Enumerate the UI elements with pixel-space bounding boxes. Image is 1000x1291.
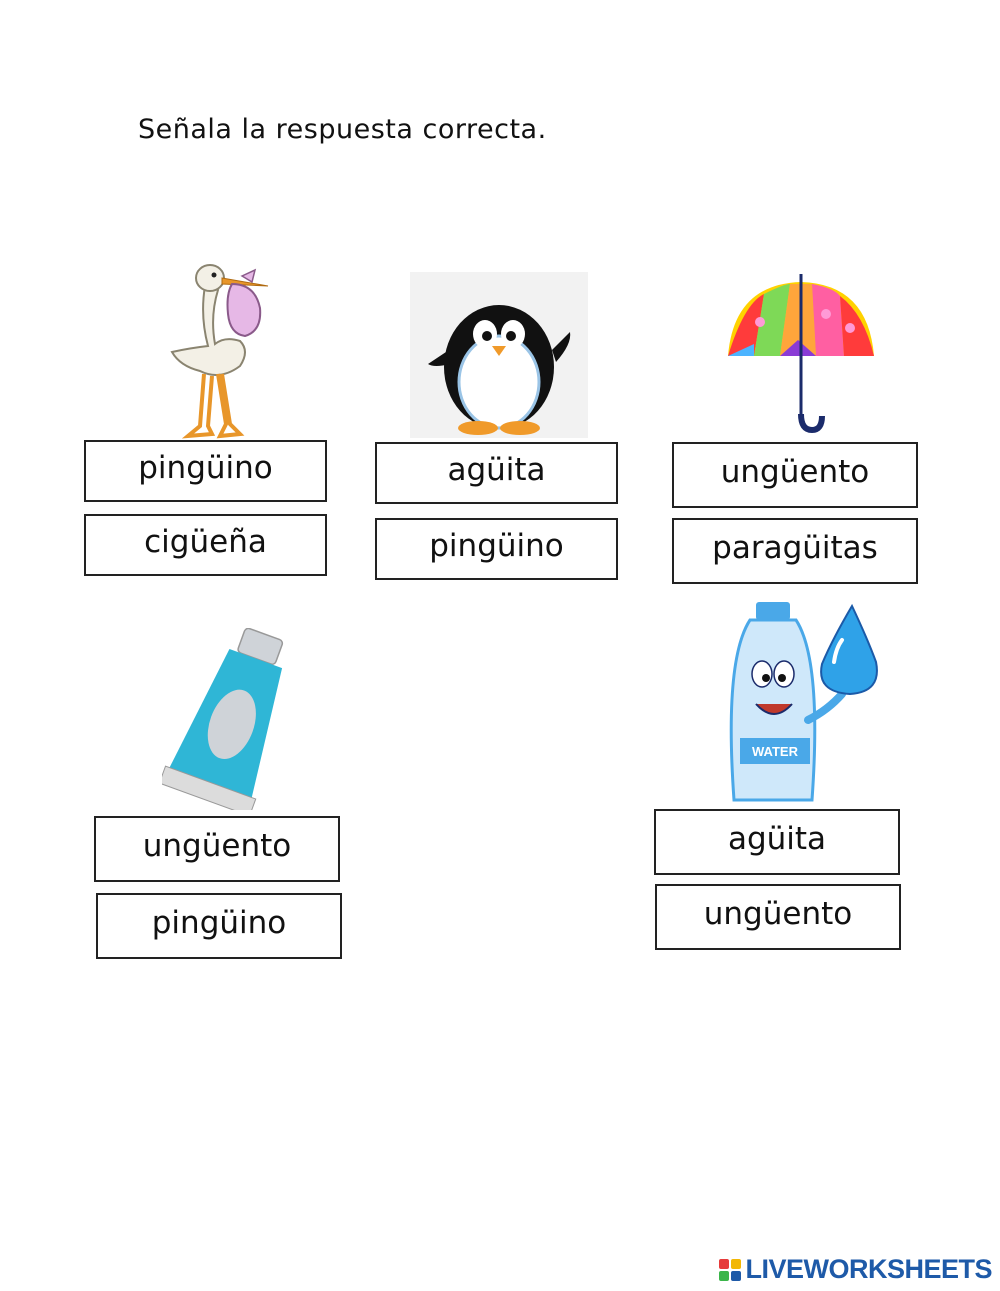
ointment-tube-icon bbox=[162, 628, 302, 810]
umbrella-icon bbox=[724, 264, 878, 436]
option-unguento-3[interactable]: ungüento bbox=[655, 884, 901, 950]
penguin-icon bbox=[410, 272, 588, 438]
liveworksheets-logo bbox=[719, 1254, 992, 1285]
option-unguento[interactable]: ungüento bbox=[672, 442, 918, 508]
option-aguita-2[interactable]: agüita bbox=[654, 809, 900, 875]
option-paraguitas[interactable]: paragüitas bbox=[672, 518, 918, 584]
water-label: WATER bbox=[752, 744, 798, 759]
water-bottle-icon bbox=[712, 600, 884, 804]
stork-icon bbox=[160, 256, 275, 440]
option-pinguino-3[interactable]: pingüino bbox=[96, 893, 342, 959]
option-pinguino[interactable]: pingüino bbox=[84, 440, 327, 502]
option-aguita[interactable]: agüita bbox=[375, 442, 618, 504]
instruction-title: Señala la respuesta correcta. bbox=[138, 114, 547, 145]
option-pinguino-2[interactable]: pingüino bbox=[375, 518, 618, 580]
option-unguento-2[interactable]: ungüento bbox=[94, 816, 340, 882]
logo-grid-icon bbox=[719, 1259, 741, 1281]
logo-text: LIVEWORKSHEETS bbox=[745, 1254, 992, 1284]
option-ciguena[interactable]: cigüeña bbox=[84, 514, 327, 576]
